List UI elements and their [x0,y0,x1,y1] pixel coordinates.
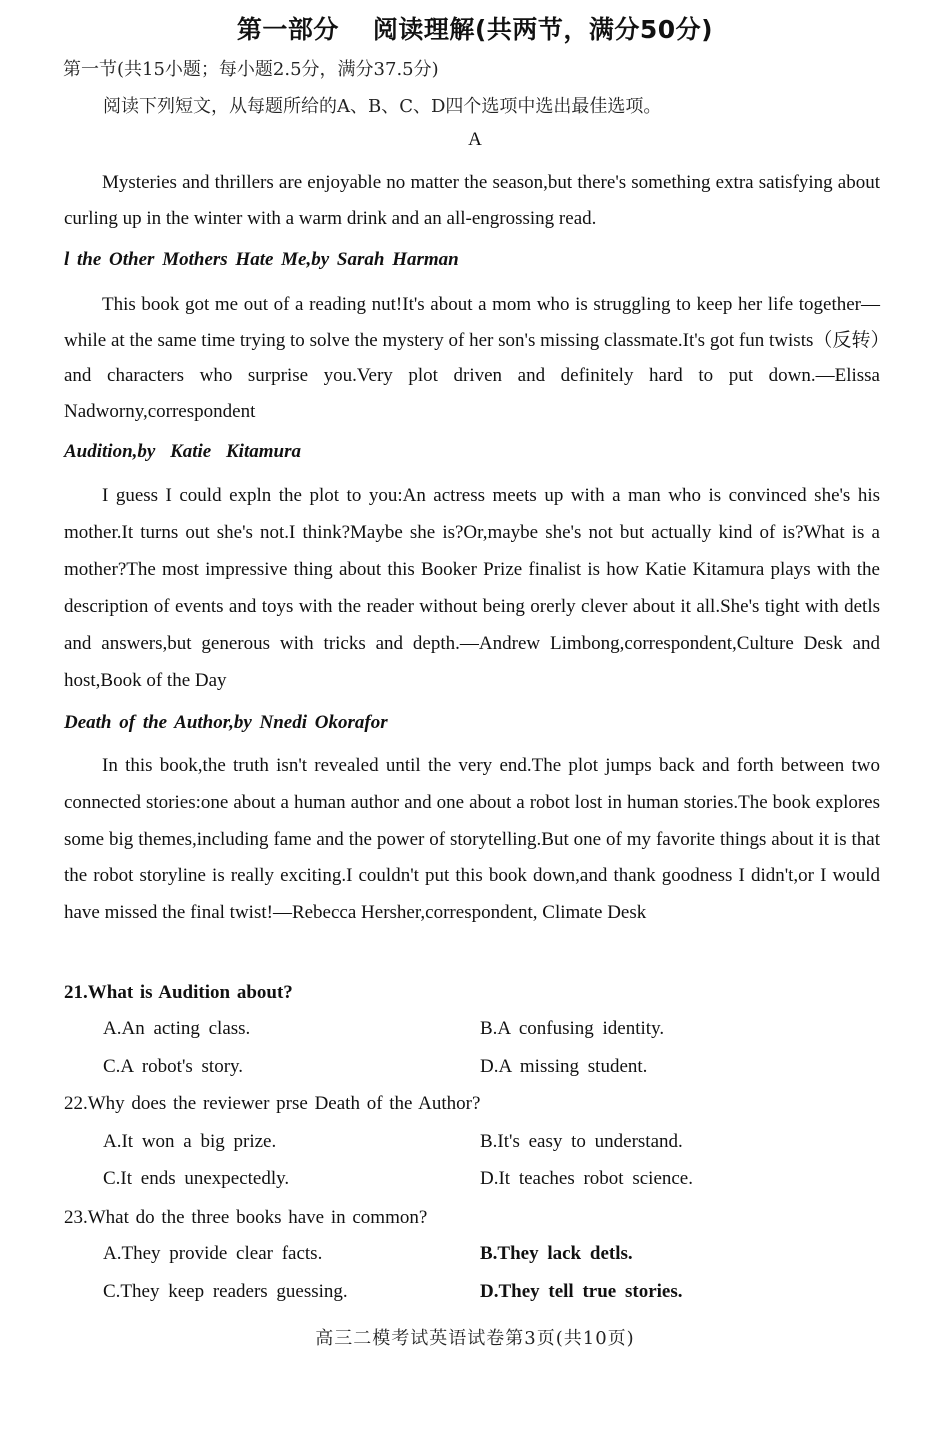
option-c: C.They keep readers guessing. [103,1281,348,1302]
page-footer: 高三二模考试英语试卷第3页(共10页) [315,1328,635,1349]
question-stem: 22.Why does the reviewer prse Death of the Author? [64,1093,481,1114]
question-stem: 21.What is Audition about? [64,982,293,1003]
review-heading: Audition,by Katie Kitamura [64,441,301,462]
option-d: D.A missing student. [480,1056,648,1077]
passage-letter: A [468,129,482,150]
option-c: C.It ends unexpectedly. [103,1168,290,1189]
review-heading: l the Other Mothers Hate Me,by Sarah Harman [64,249,459,270]
section-title: 阅读理解(共两节，满分50分) [372,15,714,44]
instruction-text: 阅读下列短文，从每题所给的A、B、C、D四个选项中选出最佳选项。 [103,96,662,117]
option-a: A.They provide clear facts. [103,1243,323,1264]
option-a: A.It won a big prize. [103,1131,277,1152]
review-paragraph: In this book,the truth isn't revealed until the very end.The plot jumps back and forth between two connected stories:one about a human author and one about a robot lost in human stories.The book explores some big themes,including fame and the power of storytelling.But one of my favorite things about it is that the robot storyline is really exciting.I couldn't put this book down,and thank goodness I didn't,or I would have missed the final twist!—Rebecca Hersher,correspondent, Climate Desk [64,755,880,924]
option-a: A.An acting class. [103,1018,251,1039]
review-paragraph: I guess I could expln the plot to you:An actress meets up with a man who is convinced she's his mother.It turns out she's not.I think?Maybe she is?Or,maybe she's not but actually kind of is?What is a mother?The most impressive thing about this Booker Prize finalist is how Katie Kitamura plays with the description of events and toys with the reader without being orerly clever about it all.She's tight with detls and answers,but generous with tricks and depth.—Andrew Limbong,correspondent,Culture Desk and host,Book of the Day [64,485,880,691]
option-c: C.A robot's story. [103,1056,244,1077]
option-b: B.It's easy to understand. [480,1131,683,1152]
option-d: D.It teaches robot science. [480,1168,693,1189]
part-label: 第一部分 [236,15,339,44]
option-b: B.They lack detls. [480,1243,633,1264]
page-title [0,10,950,46]
review-heading: Death of the Author,by Nnedi Okorafor [64,712,388,733]
option-b: B.A confusing identity. [480,1018,665,1039]
intro-paragraph: Mysteries and thrillers are enjoyable no matter the season,but there's something extra satisfying about curling up in the winter with a warm drink and an all-engrossing read. [64,172,880,229]
section-note: 第一节(共15小题；每小题2.5分，满分37.5分) [63,59,439,80]
question-stem: 23.What do the three books have in common? [64,1207,428,1228]
option-d: D.They tell true stories. [480,1281,683,1302]
review-paragraph: This book got me out of a reading nut!It's about a mom who is struggling to keep her life together—while at the same time trying to solve the mystery of her son's missing classmate.It's got fun twists（反转）and characters who surprise you.Very plot driven and definitely hard to put down.—Elissa Nadworny,correspondent [64,294,880,422]
